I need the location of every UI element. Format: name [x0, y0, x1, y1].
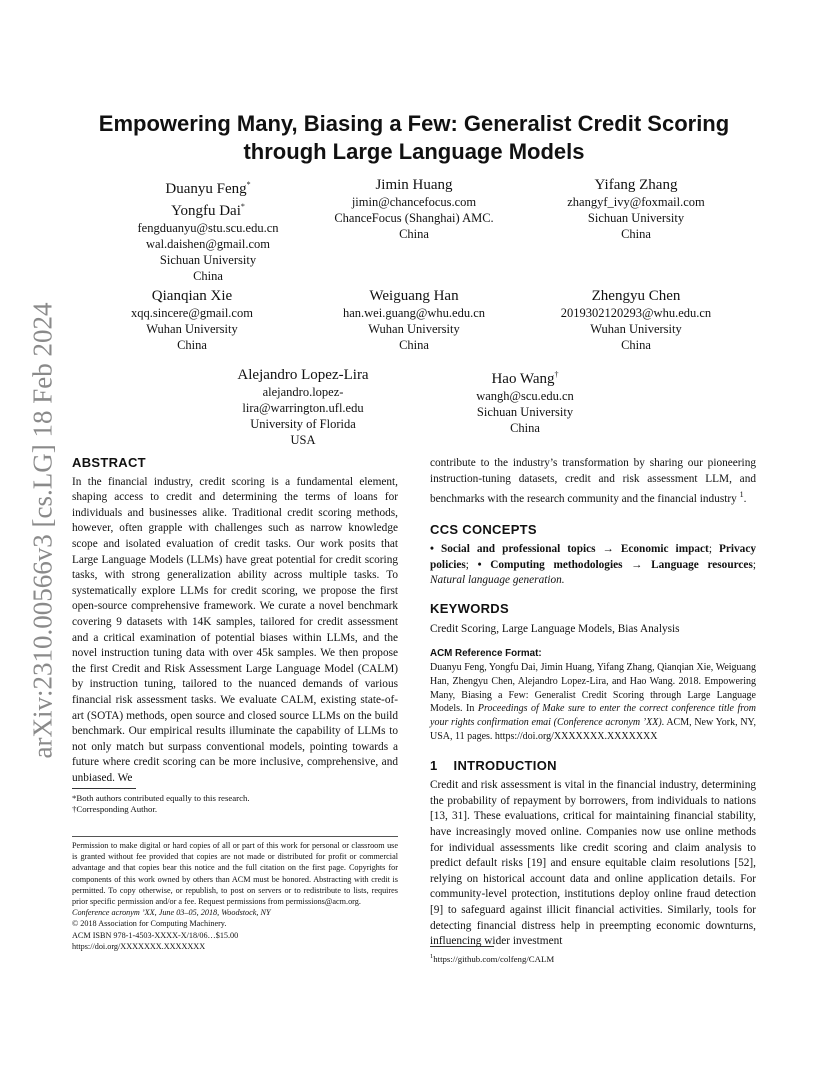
author-country: China [399, 227, 429, 241]
author-email: wangh@scu.edu.cn [476, 389, 574, 403]
author-name: Qianqian Xie [151, 288, 233, 304]
footnote-rule [72, 788, 136, 789]
author-han [304, 287, 524, 353]
abstract-text: In the financial industry, credit scoring is a fundamental element, shaping access to credit and determining the terms of loans for individuals and businesses alike. Traditional credit scoring methods, however, often grapple with challenges such as narrow knowledge scope and isolated evaluation of credit tasks. Our work posits that Large Language Models (LLMs) have great potential for credit scoring tasks, with strong generalization ability across multiple tasks. To systematically explore LLMs for credit scoring, we propose the first open-source comprehensive framework. We curate a novel benchmark covering 9 datasets with 14K samples, tailored for credit assessment and a critical examination of potential biases within LLMs, and the novel instruction tuning data with over 45k samples. We then propose the first Credit and Risk Assessment Large Language Model (CALM) by instruction tuning, tailored to the nuanced demands of various financial risk assessment tasks. We evaluate CALM, existing state-of-art (SOTA) methods, open source and closed source LLMs on the build benchmark. Our empirical results illuminate the capability of LLMs to not only match but surpass conventional models, pointing towards a future where credit scoring can be more inclusive, comprehensive, and unbiased. We [72, 475, 398, 784]
arxiv-identifier: arXiv:2310.00566v3 [cs.LG] 18 Feb 2024 [27, 302, 58, 758]
section-number: 1 [430, 757, 438, 773]
author-affiliation: University of Florida [250, 417, 356, 431]
footnote-equal-contribution: *Both authors contributed equally to this research. [72, 793, 250, 803]
author-affiliation: Wuhan University [368, 322, 460, 336]
footnote-corresponding: †Corresponding Author. [72, 804, 158, 814]
author-affiliation: Wuhan University [590, 322, 682, 336]
arxiv-side-label [22, 300, 64, 760]
footnote-ref-1: 1 [739, 490, 744, 500]
author-name: Weiguang Han [369, 288, 459, 304]
equal-contribution-mark: * [240, 202, 245, 211]
author-affiliation: Sichuan University [476, 405, 574, 419]
author-email: alejandro.lopez- [262, 385, 344, 399]
footnote-github: $^1$https://github.com/colfeng/CALM [430, 953, 555, 964]
author-affiliation: Wuhan University [146, 322, 238, 336]
author-name: Zhengyu Chen [591, 288, 681, 304]
author-email: jimin@chancefocus.com [351, 195, 477, 209]
title-line-2: through Large Language Models [243, 139, 585, 164]
corresponding-author-mark: † [554, 370, 559, 379]
permission-block [72, 836, 398, 952]
author-email: wal.daishen@gmail.com [146, 237, 270, 251]
author-affiliation: ChanceFocus (Shanghai) AMC. [334, 211, 494, 225]
author-affiliation: Sichuan University [587, 211, 685, 225]
introduction-heading [430, 758, 756, 774]
keywords-text: Credit Scoring, Large Language Models, Bias Analysis [430, 622, 680, 635]
abstract-continuation: contribute to the industry’s transformation by sharing our pioneering instruction-tuning datasets, credit and risk assessment LLM, and benchmarks with the research community and the financial industry $^1$. [430, 457, 756, 505]
author-name: Yongfu Dai [171, 203, 241, 219]
author-xie [82, 287, 302, 353]
isbn-line: ACM ISBN 978-1-4503-XXXX-X/18/06…$15.00 [72, 930, 239, 940]
author-huang [304, 176, 524, 242]
ccs-concepts: • Social and professional topics → Economic impact; Privacy policies; • Computing methodologies → Language resources; Natural language generation. [430, 543, 756, 587]
author-email: han.wei.guang@whu.edu.cn [342, 306, 486, 320]
author-country: USA [290, 433, 316, 447]
author-country: China [177, 338, 207, 352]
footnote-rule [430, 946, 494, 947]
section-title: INTRODUCTION [453, 757, 557, 773]
acm-reference-heading: ACM Reference Format: [430, 648, 542, 660]
author-email: xqq.sincere@gmail.com [131, 306, 253, 320]
footnote-github-link: https://github.com/colfeng/CALM [433, 953, 555, 964]
abstract-heading: ABSTRACT [72, 455, 146, 470]
acm-reference-text: Duanyu Feng, Yongfu Dai, Jimin Huang, Yifang Zhang, Qianqian Xie, Weiguang Han, Zhengyu Chen, Alejandro Lopez-Lira, and Hao Wang. 2018. Empowering Many, Biasing a Few: Generalist Credit Scoring through Large Language Models. In Proceedings of Make sure to enter the correct conference title from your rights confirmation emai (Conference acronym ’XX). ACM, New York, NY, USA, 11 pages. https://doi.org/XXXXXXX.XXXXXXX [430, 661, 756, 742]
keywords-heading: KEYWORDS [430, 600, 509, 616]
author-country: China [510, 421, 540, 435]
doi-line: https://doi.org/XXXXXXX.XXXXXXX [72, 941, 206, 951]
author-feng-dai [98, 176, 318, 284]
author-country: China [399, 338, 429, 352]
introduction-text: Credit and risk assessment is vital in the financial industry, determining the probability of repayment by borrowers, from individuals to nations [13, 31]. These evaluations, critical for maintaining financial stability, have increasingly moved online. Companies now use online methods for individual assessments like credit scoring and claim analysis to predict default risks [19] and ensure equitable claim resolutions [52], relying on historical account data and online application details. For community-level protection, institutions deploy online fraud detection [9] to safeguard against illicit financial activities. Similarly, tools for detecting financial distress help in preempting economic downturns, influencing wider investment [430, 779, 756, 948]
author-email: 2019302120293@whu.edu.cn [560, 306, 712, 320]
ccs-heading: CCS CONCEPTS [430, 521, 537, 537]
author-email: lira@warrington.ufl.edu [242, 401, 364, 415]
author-affiliation: Sichuan University [159, 253, 257, 267]
permission-notice: Permission to make digital or hard copies of all or part of this work for personal or classroom use is granted without fee provided that copies are not made or distributed for profit or commercial advantage and that copies bear this notice and the full citation on the first page. Copyrights for components of this work owned by others than ACM must be honored. Abstracting with credit is permitted. To copy otherwise, or republish, to post on servers or to redistribute to lists, requires prior specific permission and/or a fee. Request permissions from permissions@acm.org. [72, 841, 398, 907]
author-name: Jimin Huang [375, 177, 453, 193]
right-column [430, 456, 756, 950]
author-email: zhangyf_ivy@foxmail.com [567, 195, 705, 209]
title-line-1: Empowering Many, Biasing a Few: Generalist Credit Scoring [98, 111, 730, 136]
author-country: China [621, 338, 651, 352]
author-name: Alejandro Lopez-Lira [237, 367, 369, 383]
author-email: fengduanyu@stu.scu.edu.cn [137, 221, 279, 235]
copyright-line: © 2018 Association for Computing Machinery. [72, 919, 227, 929]
right-footnotes [430, 946, 756, 965]
author-country: China [621, 227, 651, 241]
author-lopez-lira [193, 366, 413, 448]
left-footnotes [72, 788, 398, 815]
conference-info: Conference acronym ’XX, June 03–05, 2018, Woodstock, NY [72, 908, 271, 918]
author-chen [526, 287, 746, 353]
paper-title [70, 110, 758, 166]
author-country: China [193, 269, 223, 283]
author-name: Duanyu Feng [165, 181, 247, 197]
equal-contribution-mark: * [246, 180, 251, 189]
author-wang [415, 366, 635, 436]
left-column [72, 455, 398, 786]
author-name: Hao Wang [491, 371, 555, 387]
author-zhang [526, 176, 746, 242]
author-name: Yifang Zhang [594, 177, 678, 193]
acm-reference [430, 647, 756, 744]
